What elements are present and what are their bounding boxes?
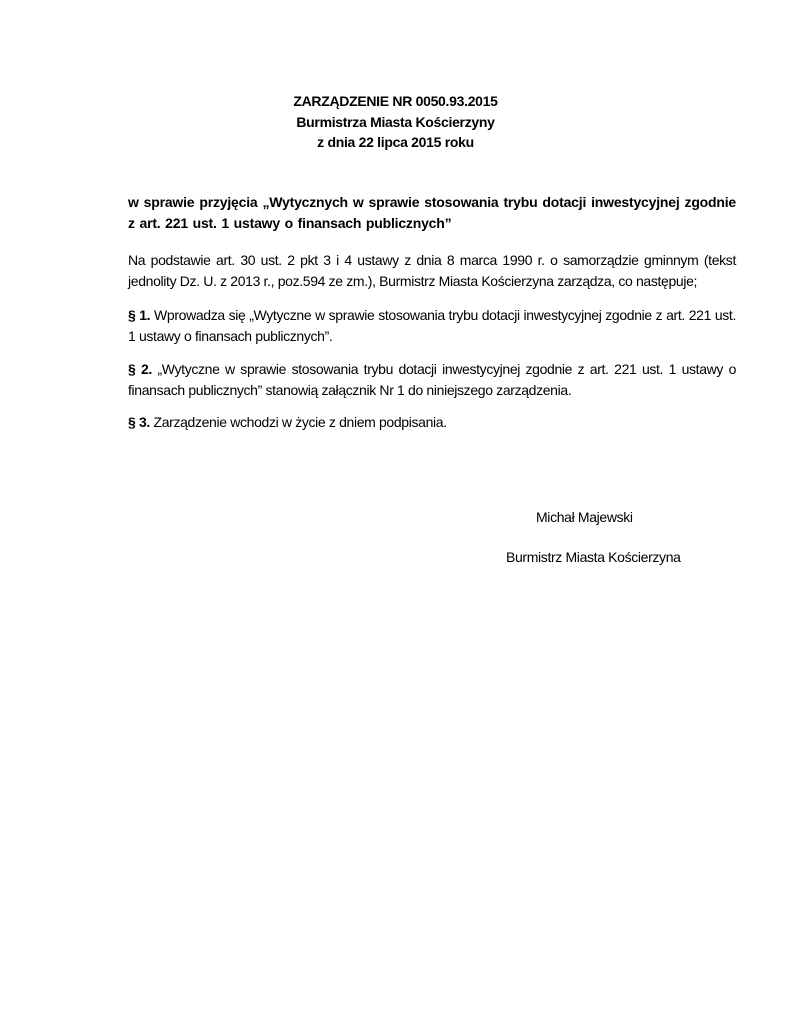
document-date: z dnia 22 lipca 2015 roku (317, 134, 474, 150)
section-3-mark: § 3. (128, 414, 150, 430)
signer-title: Burmistrz Miasta Kościerzyna (506, 549, 681, 565)
section-2-text: „Wytyczne w sprawie stosowania trybu dotacji inwestycyjnej zgodnie z art. 221 ust. 1 ustawy o finansach publicznych” stanowią załącznik Nr 1 do niniejszego zarządzenia. (128, 361, 737, 398)
document-title: ZARZĄDZENIE NR 0050.93.2015 (293, 93, 498, 109)
section-2-paragraph (128, 359, 736, 400)
document-issuer: Burmistrza Miasta Kościerzyny (296, 113, 495, 130)
section-3-text: Zarządzenie wchodzi w życie z dniem podpisania. (153, 414, 447, 430)
signer-name: Michał Majewski (536, 509, 633, 525)
section-1-text: Wprowadza się „Wytyczne w sprawie stosowania trybu dotacji inwestycyjnej zgodnie z art. 221 ust. 1 ustawy o finansach publicznych”. (128, 307, 736, 344)
section-3-paragraph (128, 412, 736, 433)
section-2-mark: § 2. (128, 361, 152, 377)
section-1-mark: § 1. (128, 307, 151, 323)
legal-basis-paragraph: Na podstawie art. 30 ust. 2 pkt 3 i 4 ustawy z dnia 8 marca 1990 r. o samorządzie gminnym (tekst jednolity Dz. U. z 2013 r., poz.594 ze zm.), Burmistrz Miasta Kościerzyna zarządza, co następuje; (128, 252, 736, 289)
document-subject: w sprawie przyjęcia „Wytycznych w sprawie stosowania trybu dotacji inwestycyjnej zgodnie z art. 221 ust. 1 ustawy o finansach publicznych” (128, 194, 736, 231)
section-1-paragraph (128, 305, 736, 346)
document-header (0, 91, 791, 153)
